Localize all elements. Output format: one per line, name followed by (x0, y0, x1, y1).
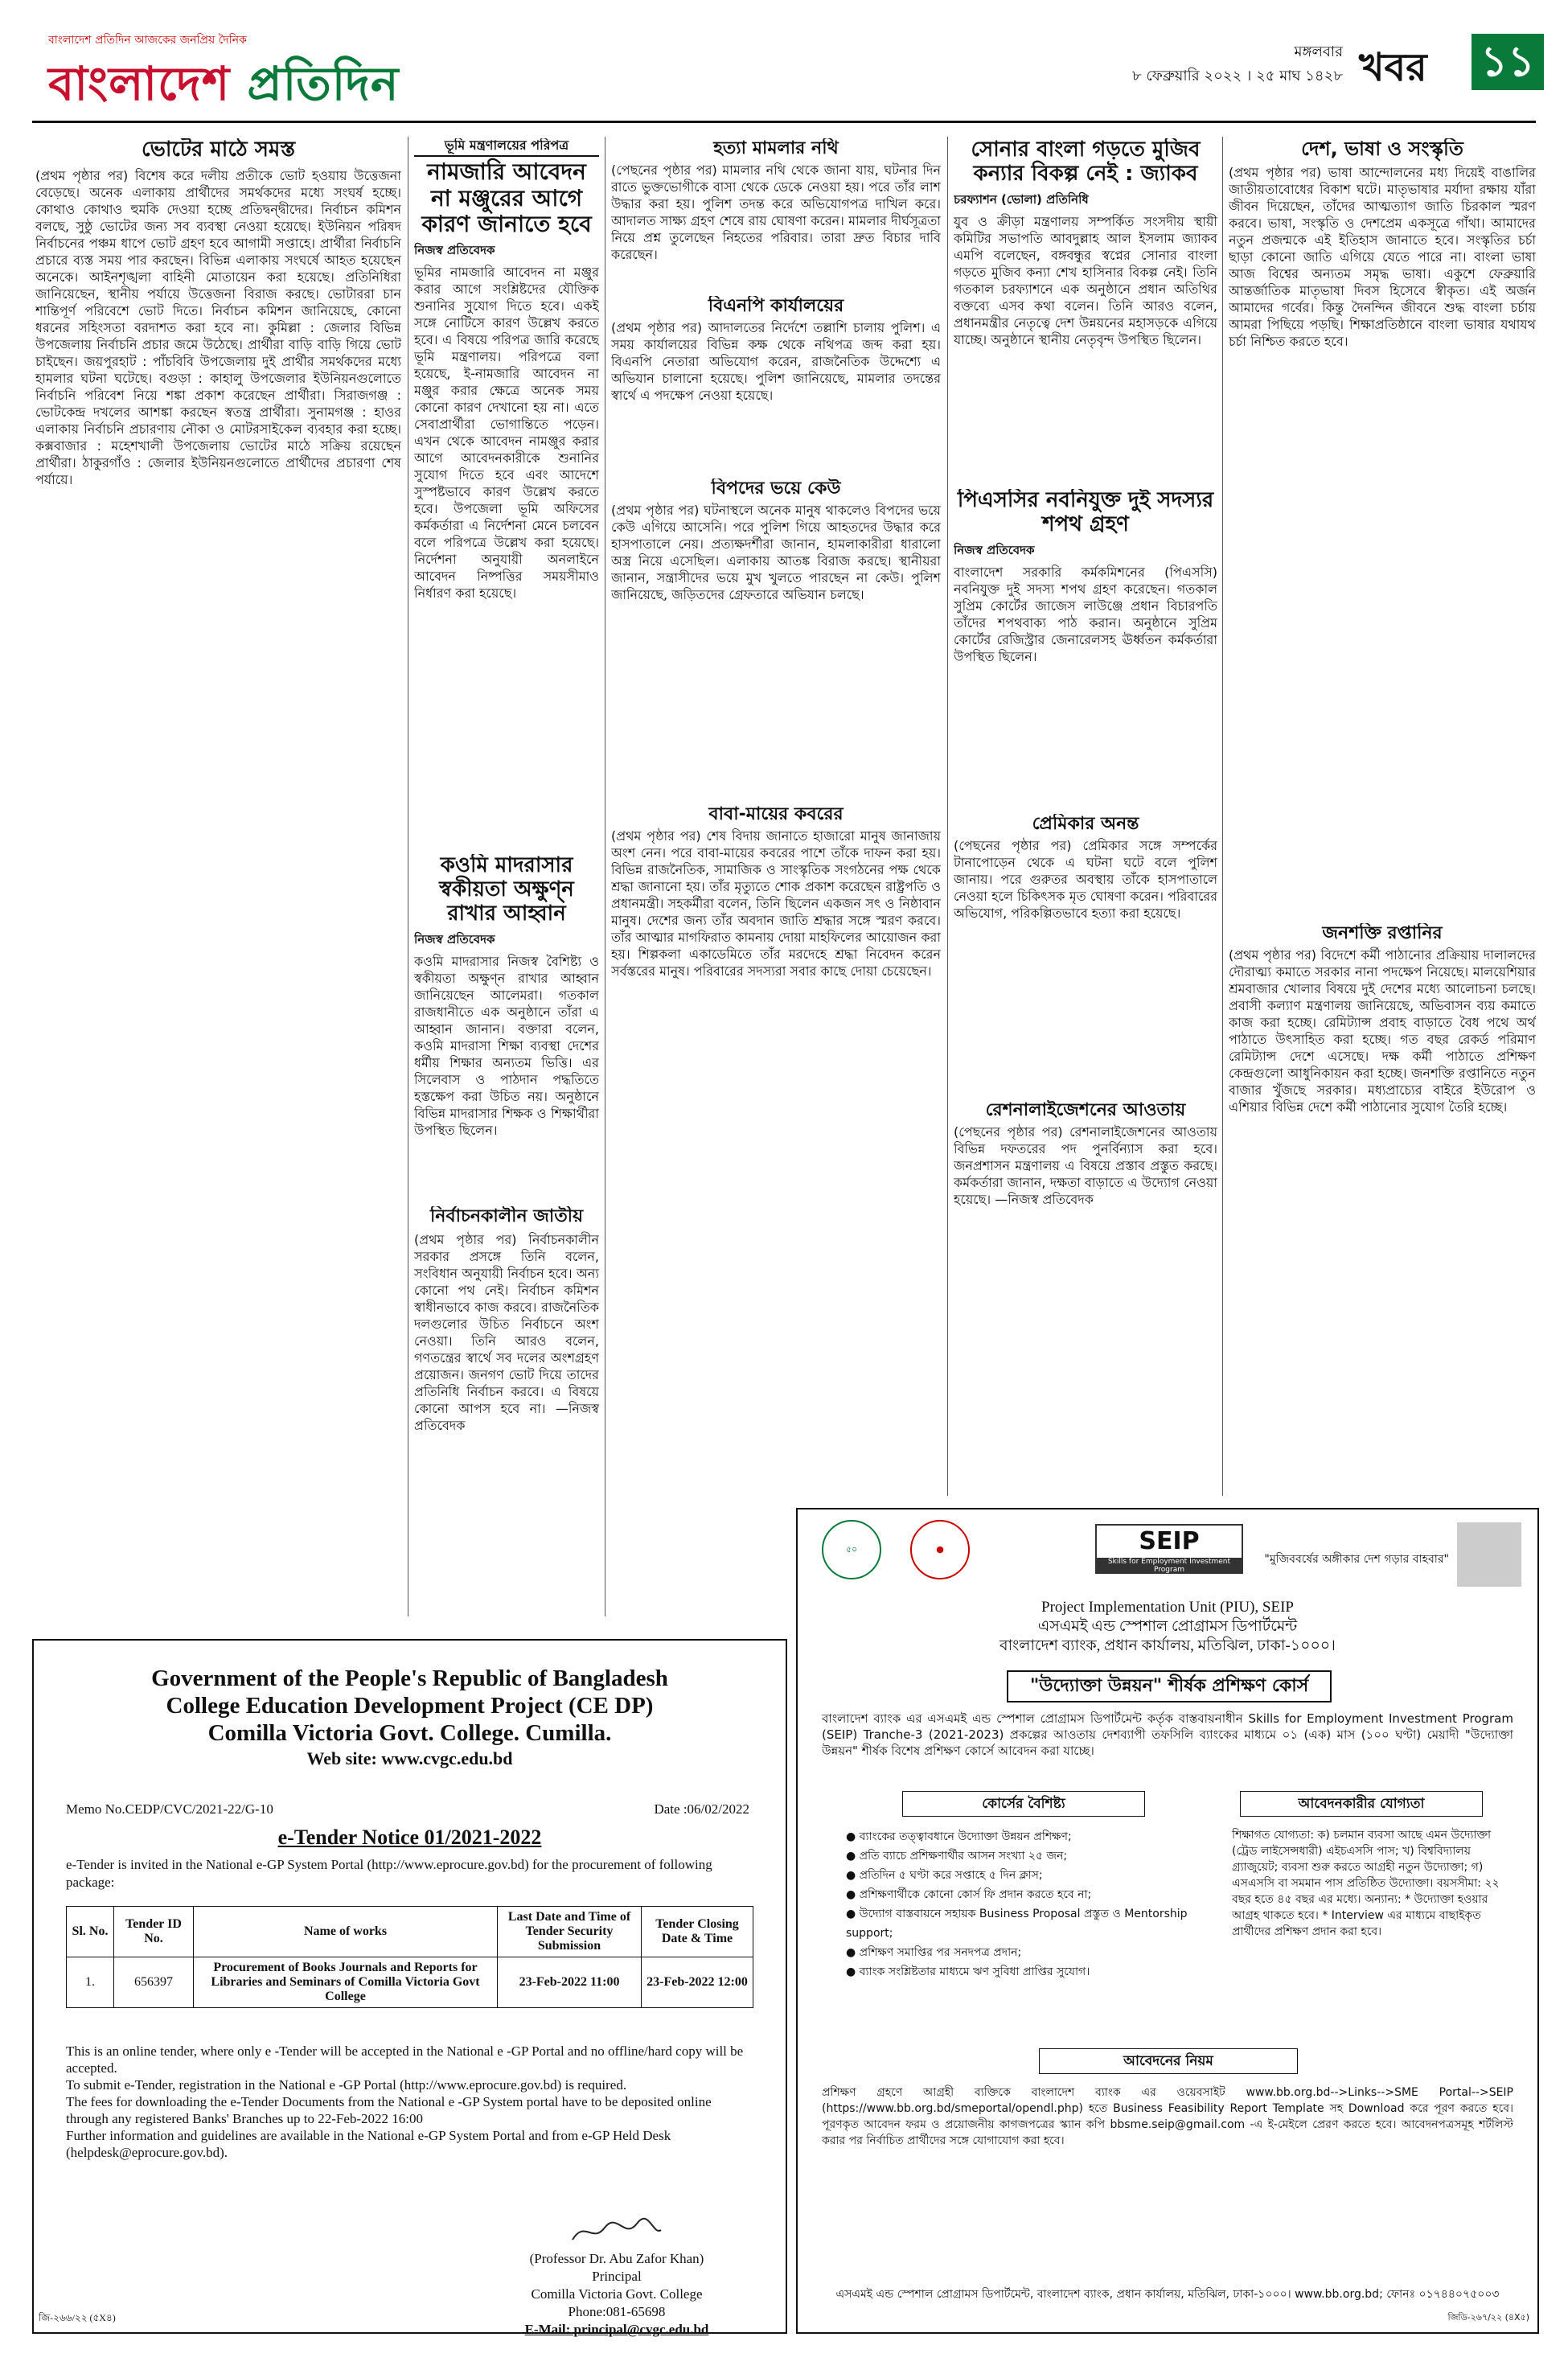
article-body: (প্রথম পৃষ্ঠার পর) ভাষা আন্দোলনের মধ্য দিয়েই বাঙালির জাতীয়তাবোধের বিকাশ ঘটে। মাতৃভাষার মর্যাদা রক্ষায় যাঁরা জীবন দিয়েছেন, তাঁদের আত্মত্যাগ জাতি চিরকাল স্মরণ করবে। ভাষা, সংস্কৃতি ও দেশপ্রেম একসূত্রে গাঁথা। আমাদের নতুন প্রজন্মকে এই ইতিহাস জানাতে হবে। সংস্কৃতির চর্চা ছাড়া কোনো জাতি এগিয়ে যেতে পারে না। বাংলা ভাষা আজ বিশ্বের অন্যতম সমৃদ্ধ ভাষা। একুশে ফেব্রুয়ারি আন্তর্জাতিক মাতৃভাষা দিবস হিসেবে স্বীকৃত। এই অর্জন আমাদের গর্বের। কিন্তু দৈনন্দিন জীবনে শুদ্ধ বাংলা চর্চায় আমরা পিছিয়ে পড়ছি। শিক্ষাপ্রতিষ্ঠানে বাংলা ভাষার যথাযথ চর্চা নিশ্চিত করতে হবে। (1229, 164, 1536, 349)
cell-security-date: 23-Feb-2022 11:00 (498, 1957, 642, 2008)
signature-block (484, 2216, 749, 2339)
article-body: (পেছনের পৃষ্ঠার পর) প্রেমিকার সঙ্গে সম্পর্কের টানাপোড়েন থেকে এ ঘটনা ঘটে বলে পুলিশ জানায়। পরে গুরুতর অবস্থায় তাঁকে হাসপাতালে নেওয়া হলে চিকিৎসক মৃত ঘোষণা করেন। পরিবারের অভিযোগ, পরিকল্পিতভাবে হত্যা করা হয়েছে। (954, 838, 1217, 922)
column-divider (947, 137, 948, 1496)
mujib-year-quote: "মুজিববর্ষের অঙ্গীকার দেশ গড়ার বাহবার" (1264, 1553, 1449, 1566)
principal-title: Principal (592, 2269, 642, 2284)
article-body: (প্রথম পৃষ্ঠার পর) নির্বাচনকালীন সরকার প্রসঙ্গে তিনি বলেন, সংবিধান অনুযায়ী নির্বাচন হবে। অন্য কোনো পথ নেই। নির্বাচন কমিশন স্বাধীনভাবে কাজ করবে। রাজনৈতিক দলগুলোর উচিত নির্বাচনে অংশ নেওয়া। তিনি আরও বলেন, গণতন্ত্রের স্বার্থে সব দলের অংশগ্রহণ প্রয়োজন। জনগণ ভোট দিয়ে তাদের প্রতিনিধি নির্বাচন করবে। এ বিষয়ে কোনো আপস হবে না। —নিজস্ব প্রতিবেদক (414, 1232, 599, 1434)
list-item: ● ব্যাংকের তত্ত্বাবধানে উদ্যোক্তা উন্নয়ন প্রশিক্ষণ; (846, 1830, 1072, 1843)
col-header: Sl. No. (67, 1907, 114, 1957)
application-rules: প্রশিক্ষণ গ্রহণে আগ্রহী ব্যক্তিকে বাংলাদেশ ব্যাংক এর ওয়েবসাইট www.bb.org.bd-->Links-->SME Portal-->SEIP (https://www.bb.org.bd/smeportal/opendl.php) হতে Business Feasibility Report Template সহ Download করে পূরণ করতে হবে। পূরণকৃত আবেদন ফরম ও প্রয়োজনীয় কাগজপত্রের স্ক্যান কপি bbsme.seip@gmail.com -এ ই-মেইলে প্রেরণ করতে হবে। আবেদনপত্রসমূহ শর্টলিস্ট করার পর নির্বাচিত প্রার্থীদের সঙ্গে যোগাযোগ করা হবে। (822, 2086, 1513, 2147)
note: The fees for downloading the e-Tender Documents from the National e -GP System portal have to be deposited online through any registered Banks' Branches up to 22-Feb-2022 16:00 (66, 2094, 712, 2126)
article-title[interactable]: বাবা-মায়ের কবরের (708, 804, 844, 824)
article-title[interactable]: রেশনালাইজেশনের আওতায় (985, 1100, 1186, 1120)
rules-heading: আবেদনের নিয়ম (1039, 2048, 1298, 2074)
article-body: যুব ও ক্রীড়া মন্ত্রণালয় সম্পর্কিত সংসদীয় স্থায়ী কমিটির সভাপতি আবদুল্লাহ আল ইসলাম জ্যাকব এমপি বলেছেন, বঙ্গবন্ধুর স্বপ্নের সোনার বাংলা গড়তে মুজিব কন্যা শেখ হাসিনার বিকল্প নেই। তিনি গতকাল চরফ্যাশনে এক অনুষ্ঠানে প্রধান অতিথির বক্তব্যে এসব কথা বলেন। তিনি আরও বলেন, প্রধানমন্ত্রীর নেতৃত্বে দেশ উন্নয়নের মহাসড়কে এগিয়ে যাচ্ছে। অনুষ্ঠানে স্থানীয় নেতৃবৃন্দ উপস্থিত ছিলেন। (954, 213, 1217, 347)
unit-dept-bn: এসএমই এন্ড স্পেশাল প্রোগ্রামস ডিপার্টমেন্ট (1037, 1618, 1298, 1635)
table-row (67, 1957, 753, 2008)
memo-number: Memo No.CEDP/CVC/2021-22/G-10 (66, 1801, 273, 1817)
weekday: মঙ্গলবার (1294, 43, 1343, 60)
article-lover (954, 814, 1217, 1087)
note: To submit e-Tender, registration in the National e -GP Portal (http://www.eprocure.gov.bd) is required. (66, 2077, 627, 2093)
article-title[interactable]: সোনার বাংলা গড়তে মুজিব কন্যার বিকল্প নেই : জ্যাকব (971, 138, 1201, 186)
bangladesh-bank-seal: ● (910, 1520, 970, 1579)
newspaper-logo[interactable] (48, 24, 499, 113)
course-description: বাংলাদেশ ব্যাংক এর এসএমই এন্ড স্পেশাল প্রোগ্রামস ডিপার্টমেন্ট কর্তৃক বাস্তবায়নাধীন Skills for Employment Investment Program (SEIP) Tranche-3 (2021-2023) প্রকল্পের আওতায় দেশব্যাপী তফসিলি ব্যাংকের মাধ্যমে ০১ (এক) মাস (১০০ ঘণ্টা) মেয়াদী "উদ্যোক্তা উন্নয়ন" শীর্ষক বিশেষ প্রশিক্ষণ কোর্সে আবেদন করা যাচ্ছে। (822, 1711, 1513, 1758)
col-header: Tender Closing Date & Time (642, 1907, 753, 1957)
section-label: খবর (1359, 45, 1427, 90)
article-title[interactable]: নামজারি আবেদন না মঞ্জুরের আগে কারণ জানাতে হবে (421, 158, 592, 237)
article-body: (প্রথম পৃষ্ঠার পর) আদালতের নির্দেশে তল্লাশি চালায় পুলিশ। এ সময় কার্যালয়ের বিভিন্ন কক্ষ থেকে নথিপত্র জব্দ করা হয়। বিএনপি নেতারা অভিযোগ করেন, রাজনৈতিক উদ্দেশ্যে এ অভিযান চালানো হয়েছে। পুলিশ জানিয়েছে, মামলার তদন্তের স্বার্থে এ পদক্ষেপ নেওয়া হয়েছে। (611, 320, 941, 404)
course-title: "উদ্যোক্তা উন্নয়ন" শীর্ষক প্রশিক্ষণ কোর্স (1007, 1670, 1332, 1702)
logo-word-1: বাংলাদেশ (48, 56, 231, 111)
logo-tagline: বাংলাদেশ প্রতিদিন আজকের জনপ্রিয় দৈনিক (48, 34, 247, 47)
signature-scribble (569, 2216, 665, 2248)
article-title[interactable]: ভোটের মাঠে সমস্ত (141, 138, 296, 162)
features-list (846, 1827, 1200, 1982)
article-psc (954, 489, 1217, 803)
article-title[interactable]: নির্বাচনকালীন জাতীয় (429, 1206, 584, 1226)
list-item: ● ব্যাংক সংশ্লিষ্টতার মাধ্যমে ঋণ সুবিধা প্রাপ্তির সুযোগ। (846, 1965, 1090, 1978)
tender-notice-ad (32, 1639, 787, 2337)
masthead (32, 24, 1536, 123)
tender-notes (66, 2043, 753, 2161)
article-body: (প্রথম পৃষ্ঠার পর) বিদেশে কর্মী পাঠানোর প্রক্রিয়ায় দালালদের দৌরাত্ম্য কমাতে সরকার নানা পদক্ষেপ নিয়েছে। মালয়েশিয়ার শ্রমবাজার খোলার বিষয়ে দুই দেশের মধ্যে আলোচনা চলছে। প্রবাসী কল্যাণ মন্ত্রণালয় জানিয়েছে, অভিবাসন ব্যয় কমাতে কাজ করা হচ্ছে। রেমিট্যান্স প্রবাহ বাড়াতে বৈধ পথে অর্থ পাঠাতে উৎসাহিত করা হচ্ছে। গত বছর রেকর্ড পরিমাণ রেমিট্যান্স দেশে এসেছে। দক্ষ কর্মী পাঠাতে প্রশিক্ষণ কেন্দ্রগুলো আধুনিকায়ন করা হচ্ছে। জনশক্তি রপ্তানিতে নতুন বাজার খুঁজছে সরকার। মধ্যপ্রাচ্যের বাইরে ইউরোপ ও এশিয়ার বিভিন্ন দেশে কর্মী পাঠানোর সুযোগ তৈরি হচ্ছে। (1229, 947, 1536, 1115)
article-body: বাংলাদেশ সরকারি কর্মকমিশনের (পিএসসি) নবনিযুক্ত দুই সদস্য শপথ গ্রহণ করেছেন। গতকাল সুপ্রিম কোর্টের জাজেস লাউঞ্জে প্রধান বিচারপতি তাঁদের শপথবাক্য পাঠ করান। অনুষ্ঠানে সুপ্রিম কোর্টের রেজিস্ট্রার জেনারেলসহ ঊর্ধ্বতন কর্মকর্তারা উপস্থিত ছিলেন। (954, 564, 1217, 664)
article-language-culture (1229, 138, 1536, 910)
article-title[interactable]: বিপদের ভয়ে কেউ (711, 478, 841, 499)
seip-unit (798, 1598, 1537, 1656)
unit-name-en: Project Implementation Unit (PIU), SEIP (1041, 1599, 1294, 1616)
article-body: (প্রথম পৃষ্ঠার পর) ঘটনাস্থলে অনেক মানুষ থাকলেও বিপদের ভয়ে কেউ এগিয়ে আসেনি। পরে পুলিশ গিয়ে আহতদের উদ্ধার করে হাসপাতালে নেয়। প্রত্যক্ষদর্শীরা জানান, হামলাকারীরা ধারালো অস্ত্র নিয়ে এসেছিল। এলাকায় আতঙ্ক বিরাজ করছে। স্থানীয়রা জানান, সন্ত্রাসীদের ভয়ে মুখ খুলতে পারছেন না কেউ। পুলিশ জানিয়েছে, জড়িতদের গ্রেফতারে অভিযান চলছে। (611, 503, 941, 603)
article-election-govt (414, 1206, 599, 1624)
unit-address-bn: বাংলাদেশ ব্যাংক, প্রধান কার্যালয়, মতিঝিল, ঢাকা-১০০০। (999, 1637, 1336, 1654)
tender-table (66, 1906, 753, 2008)
issue-date: ৮ ফেব্রুয়ারি ২০২২ । ২৫ মাঘ ১৪২৮ (1131, 68, 1343, 84)
article-body: (পেছনের পৃষ্ঠার পর) রেশনালাইজেশনের আওতায় বিভিন্ন দফতরের পদ পুনর্বিন্যাস করা হবে। জনপ্রশাসন মন্ত্রণালয় এ বিষয়ে প্রস্তাব প্রস্তুত করছে। কর্মকর্তারা জানান, দক্ষতা বাড়াতে এ উদ্যোগ নেওয়া হয়েছে। —নিজস্ব প্রতিবেদক (954, 1124, 1217, 1208)
seip-logo-row (806, 1516, 1529, 1588)
article-body: ভূমির নামজারি আবেদন না মঞ্জুর করার আগে সংশ্লিষ্টদের যৌক্তিক শুনানির সুযোগ দিতে হবে। একই সঙ্গে নোটিসে কারণ উল্লেখ করতে হবে। এ বিষয়ে পরিপত্র জারি করেছে ভূমি মন্ত্রণালয়। পরিপত্রে বলা হয়েছে, ই-নামজারি আবেদন না মঞ্জুর করার ক্ষেত্রে অনেক সময় কোনো কারণ দেখানো হয় না। এতে সেবাপ্রার্থীরা ভোগান্তিতে পড়েন। এখন থেকে আবেদন নামঞ্জুর করার আগে আবেদনকারীকে শুনানির সুযোগ দিতে হবে এবং আদেশে সুস্পষ্টভাবে কারণ উল্লেখ করতে হবে। উপজেলা ভূমি অফিসের কর্মকর্তারা এ নির্দেশনা মেনে চলবেন বলে পরিপত্রে উল্লেখ করা হয়েছে। নির্দেশনা অনুযায়ী অনলাইনে আবেদন নিষ্পত্তির সময়সীমাও নির্ধারণ করা হয়েছে। (414, 264, 599, 601)
article-qawmi (414, 854, 599, 1192)
article-fear (611, 478, 941, 792)
article-title[interactable]: প্রেমিকার অনন্ত (1032, 814, 1139, 834)
principal-name: (Professor Dr. Abu Zafor Khan) (529, 2251, 704, 2266)
article-rationalization (954, 1100, 1217, 1494)
article-parents-grave (611, 804, 941, 1496)
handwritten-signature (484, 2216, 749, 2250)
byline: নিজস্ব প্রতিবেদক (414, 242, 495, 257)
article-body: কওমি মাদরাসার নিজস্ব বৈশিষ্ট্য ও স্বকীয়তা অক্ষুণ্ন রাখার আহ্বান জানিয়েছেন আলেমরা। গতকাল রাজধানীতে এক অনুষ্ঠানে তাঁরা এ আহ্বান জানান। বক্তারা বলেন, কওমি মাদরাসা শিক্ষা ব্যবস্থা দেশের ধর্মীয় শিক্ষার অন্যতম ভিত্তি। এর সিলেবাস ও পাঠদান পদ্ধতিতে হস্তক্ষেপ করা উচিত নয়। অনুষ্ঠানে বিভিন্ন মাদরাসার শিক্ষক ও শিক্ষার্থীরা উপস্থিত ছিলেন। (414, 953, 599, 1138)
byline: নিজস্ব প্রতিবেদক (954, 542, 1035, 557)
logo-word-2: প্রতিদিন (247, 56, 400, 111)
ad-code: জি-২৬৬/২২ (৫X৪) (39, 2312, 116, 2323)
seip-ad (796, 1508, 1539, 2334)
cell-sl: 1. (67, 1957, 114, 2008)
date-block (1077, 40, 1343, 88)
article-murder-case (611, 138, 941, 283)
principal-email[interactable]: E-Mail: principal@cvgc.edu.bd (524, 2322, 709, 2337)
kicker-rule (414, 155, 599, 157)
cell-closing-date: 23-Feb-2022 12:00 (642, 1957, 753, 2008)
tender-intro: e-Tender is invited in the National e-GP System Portal (http://www.eprocure.gov.bd) for the procurement of following package: (66, 1857, 712, 1890)
features-heading: কোর্সের বৈশিষ্ট্য (902, 1791, 1145, 1817)
article-bnp-office (611, 296, 941, 465)
byline: চরফ্যাশন (ভোলা) প্রতিনিধি (954, 191, 1089, 207)
list-item: ● প্রশিক্ষণ সমাপ্তির পর সনদপত্র প্রদান; (846, 1946, 1022, 1959)
gov-name: Government of the People's Republic of Bangladesh (151, 1665, 668, 1691)
tender-heading (34, 1665, 786, 1747)
article-title[interactable]: দেশ, ভাষা ও সংস্কৃতি (1301, 138, 1463, 160)
article-manpower-export (1229, 923, 1536, 1494)
ad-code: জিডি-২৬৭/২২ (৪X৫) (1447, 2312, 1529, 2323)
article-body: (পেছনের পৃষ্ঠার পর) মামলার নথি থেকে জানা যায়, ঘটনার দিন রাতে ভুক্তভোগীকে বাসা থেকে ডেকে নেওয়া হয়। পরে তাঁর লাশ উদ্ধার করা হয়। পুলিশ তদন্ত করে অভিযোগপত্র দাখিল করে। আদালত সাক্ষ্য গ্রহণ শেষে রায় ঘোষণা করেন। মামলার দীর্ঘসূত্রতা নিয়ে প্রশ্ন তুলেছেন নিহতের পরিবার। তারা দ্রুত বিচার দাবি করেছেন। (611, 162, 941, 263)
byline: নিজস্ব প্রতিবেদক (414, 931, 495, 947)
article-body: (প্রথম পৃষ্ঠার পর) বিশেষ করে দলীয় প্রতীকে ভোট হওয়ায় উত্তেজনা বেড়েছে। অনেক এলাকায় প্রার্থীদের সমর্থকদের মধ্যে সংঘর্ষ হচ্ছে। কোথাও কোথাও হুমকি দেওয়া হচ্ছে প্রতিদ্বন্দ্বীদের। নির্বাচন কমিশন বলছে, সুষ্ঠু ভোটের জন্য সব ব্যবস্থা নেওয়া হয়েছে। ইউনিয়ন পরিষদ নির্বাচনের পঞ্চম ধাপে ভোট গ্রহণ হবে আগামী সপ্তাহে। প্রার্থীরা নির্বাচনি প্রচারে ব্যস্ত সময় পার করছেন। বিভিন্ন এলাকায় সংঘর্ষে আহত হয়েছেন অনেকে। আইনশৃঙ্খলা বাহিনী মোতায়েন করা হয়েছে। প্রতিনিধিরা জানিয়েছেন, স্থানীয় পর্যায়ে উত্তেজনা বিরাজ করছে। ভোটাররা চান শান্তিপূর্ণ পরিবেশে ভোট দিতে। নির্বাচন কমিশন জানিয়েছে, কোনো ধরনের সহিংসতা বরদাশত করা হবে না। কুমিল্লা : জেলার বিভিন্ন উপজেলায় নির্বাচনি প্রচার জমে উঠেছে। প্রার্থীরা বাড়ি বাড়ি গিয়ে ভোট চাইছেন। জয়পুরহাট : পাঁচবিবি উপজেলায় দুই প্রার্থীর সমর্থকদের মধ্যে হামলার ঘটনা ঘটেছে। বগুড়া : কাহালু উপজেলার ইউনিয়নগুলোতে নির্বাচনি পরিবেশ নিয়ে শঙ্কা প্রকাশ করেছেন প্রার্থীরা। সিরাজগঞ্জ : ভোটকেন্দ্র দখলের আশঙ্কা করছেন স্বতন্ত্র প্রার্থীরা। সুনামগঞ্জ : হাওর এলাকায় নির্বাচনি প্রচারণায় নৌকা ও মোটরসাইকেল ব্যবহার করা হচ্ছে। কক্সবাজার : মহেশখালী উপজেলায় ভোটের মাঠে সক্রিয় রয়েছেন প্রার্থীরা। ঠাকুরগাঁও : জেলার ইউনিয়নগুলোতে প্রার্থীদের প্রচারণা শেষ পর্যায়ে। (35, 167, 401, 487)
article-kicker: ভূমি মন্ত্রণালয়ের পরিপত্র (444, 138, 569, 153)
article-jacob (954, 138, 1217, 476)
cell-tender-id: 656397 (114, 1957, 194, 2008)
principal-phone: Phone:081-65698 (568, 2304, 666, 2319)
col-header: Tender ID No. (114, 1907, 194, 1957)
article-namjari (414, 138, 599, 838)
eligibility-text: শিক্ষাগত যোগ্যতা: ক) চলমান ব্যবসা আছে এমন উদ্যোক্তা (ট্রেড লাইসেন্সধারী) এইচএসসি পাস; খ) বিশ্ববিদ্যালয় গ্র্যাজুয়েট; ব্যবসা শুরু করতে আগ্রহী নতুন উদ্যোক্তা; গ) এসএসসি বা সমমান পাস প্রতিষ্ঠিত উদ্যোক্তা। বয়সসীমা: ২২ বছর হতে ৪৫ বছর এর মধ্যে। অন্যান্য: * উদ্যোক্তা হওয়ার আগ্রহ থাকতে হবে। * Interview এর মাধ্যমে বাছাইকৃত প্রার্থীদের প্রশিক্ষণ প্রদান করা হবে। (1232, 1829, 1500, 1938)
project-name: College Education Development Project (CE DP) (166, 1693, 654, 1719)
article-body: (প্রথম পৃষ্ঠার পর) শেষ বিদায় জানাতে হাজারো মানুষ জানাজায় অংশ নেন। পরে বাবা-মায়ের কবরের পাশে তাঁকে দাফন করা হয়। বিভিন্ন রাজনৈতিক, সামাজিক ও সাংস্কৃতিক সংগঠনের পক্ষ থেকে শ্রদ্ধা জানানো হয়। তাঁর মৃত্যুতে শোক প্রকাশ করেছেন রাষ্ট্রপতি ও প্রধানমন্ত্রী। সহকর্মীরা বলেন, তিনি ছিলেন একজন সৎ ও নিষ্ঠাবান মানুষ। দেশের জন্য তাঁর অবদান জাতি শ্রদ্ধার সঙ্গে স্মরণ করবে। তাঁর আত্মার মাগফিরাত কামনায় দোয়া মাহফিলের আয়োজন করা হয়। শিল্পকলা একাডেমিতে তাঁর মরদেহে শ্রদ্ধা নিবেদন করেন সর্বস্তরের মানুষ। পরিবারের সদস্যরা সবার কাছে দোয়া চেয়েছেন। (611, 828, 941, 980)
memo-date: Date :06/02/2022 (654, 1801, 749, 1817)
list-item: ● প্রতি ব্যাচে প্রশিক্ষণার্থীর আসন সংখ্যা ২৫ জন; (846, 1850, 1068, 1863)
memo-line (66, 1801, 749, 1817)
article-title[interactable]: হত্যা মামলার নথি (713, 138, 839, 158)
college-name: Comilla Victoria Govt. College. Cumilla. (207, 1720, 612, 1746)
logo-wordmark (48, 48, 400, 126)
course-columns-header (822, 1791, 1513, 1815)
list-item: ● প্রশিক্ষণার্থীকে কোনো কোর্স ফি প্রদান করতে হবে না; (846, 1888, 1092, 1901)
eligibility-heading: আবেদনকারীর যোগ্যতা (1240, 1791, 1483, 1817)
seip-logo: SEIP (1095, 1524, 1243, 1572)
article-title[interactable]: বিএনপি কার্যালয়ের (708, 296, 844, 316)
col-header: Last Date and Time of Tender Security Submission (498, 1907, 642, 1957)
seip-logo-subtitle: Skills for Employment Investment Program (1095, 1558, 1243, 1574)
article-title[interactable]: কওমি মাদরাসার স্বকীয়তা অক্ষুণ্ন রাখার আহ্বান (439, 854, 574, 926)
article-vote (35, 138, 401, 1626)
cell-works: Procurement of Books Journals and Reports for Libraries and Seminars of Comilla Victoria Govt College (194, 1957, 498, 2008)
table-header-row (67, 1907, 753, 1957)
portrait-photo (1457, 1522, 1521, 1587)
principal-college: Comilla Victoria Govt. College (531, 2286, 703, 2302)
article-title[interactable]: জনশক্তি রপ্তানির (1322, 923, 1443, 943)
list-item: ● উদ্যোগ বাস্তবায়নে সহায়ক Business Proposal প্রস্তুত ও Mentorship support; (846, 1908, 1188, 1940)
article-title[interactable]: পিএসসির নবনিযুক্ত দুই সদস্যর শপথ গ্রহণ (957, 489, 1214, 536)
seip-footer: এসএমই এন্ড স্পেশাল প্রোগ্রামস ডিপার্টমেন্ট, বাংলাদেশ ব্যাংক, প্রধান কার্যালয়, মতিঝিল, ঢাকা-১০০০। www.bb.org.bd; ফোনঃ ০১৭৪৪০৭৫০০৩ (835, 2288, 1500, 2301)
col-header: Name of works (194, 1907, 498, 1957)
page-number: ১১ (1472, 34, 1544, 90)
notice-title: e-Tender Notice 01/2021-2022 (277, 1826, 542, 1849)
tender-website[interactable]: Web site: www.cvgc.edu.bd (306, 1748, 513, 1768)
note: This is an online tender, where only e -Tender will be accepted in the National e -GP Portal and no offline/hard copy will be accepted. (66, 2043, 744, 2076)
column-divider (1222, 137, 1223, 1496)
bangladesh-50-logo: ৫০ (822, 1520, 881, 1579)
list-item: ● প্রতিদিন ৫ ঘণ্টা করে সপ্তাহে ৫ দিন ক্লাস; (846, 1869, 1043, 1882)
note: Further information and guidelines are available in the National e-GP System Portal and from e-GP Held Desk (helpdesk@eprocure.gov.bd). (66, 2128, 671, 2160)
